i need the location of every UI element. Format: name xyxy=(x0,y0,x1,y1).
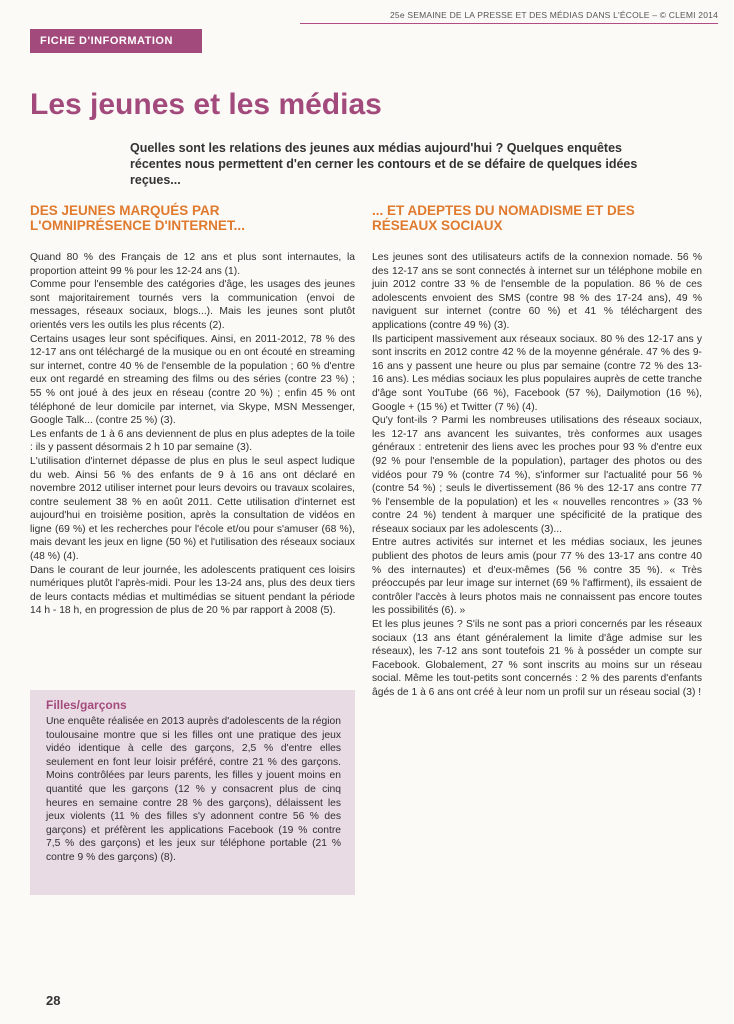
left-paragraph: Comme pour l'ensemble des catégories d'âge, les usages des jeunes sont majoritairement tournés vers la communication (envoi de messages, réseaux sociaux, blogs...). Mais les jeunes sont plutôt orientés vers les outils les plus récents (2). xyxy=(30,279,355,331)
right-paragraph: Entre autres activités sur internet et les médias sociaux, les jeunes publient des photos de leurs amis (pour 77 % des 13-17 ans contre 40 % des internautes) et d'eux-mêmes (56 % contre 35 %). « Très préoccupés par leur image sur internet (69 % l'affirment), ils essaient de contrôler l'accès à leurs photos mais ne connaissent pas encore toutes les possibilités (6). » xyxy=(372,537,702,617)
left-paragraph: L'utilisation d'internet dépasse de plus en plus le seul aspect ludique du web. Ainsi 56 % des enfants de 9 à 16 ans ont déclaré en novembre 2012 utiliser internet pour leurs devoirs ou travaux scolaires, contre seulement 38 % en août 2011. Cette utilisation d'internet est aujourd'hui en troisième position, après la consultation de vidéos en ligne (69 %) et les recherches pour l'école et/ou pour s'amuser (68 %), mais devant les jeux en ligne (50 %) et l'utilisation des réseaux sociaux (48 %) (4). xyxy=(30,455,355,563)
intro-text: Quelles sont les relations des jeunes aux médias aujourd'hui ? Quelques enquêtes récentes nous permettent d'en cerner les contours et de se défaire de quelques idées reçues... xyxy=(130,141,638,187)
left-paragraph: Quand 80 % des Français de 12 ans et plus sont internautes, la proportion atteint 99 % pour les 12-24 ans (1). xyxy=(30,252,355,277)
right-column-heading: ... ET ADEPTES DU NOMADISME ET DES RÉSEAUX SOCIAUX xyxy=(372,203,635,233)
left-paragraph: Certains usages leur sont spécifiques. Ainsi, en 2011-2012, 78 % des 12-17 ans ont téléchargé de la musique ou en ont écouté en streaming sur internet, contre 40 % de l'ensemble de la population ; 60 % d'entre eux ont regardé en streaming des films ou des séries (contre 23 %) ; 55 % ont joué à des jeux en réseau (contre 20 %) ; enfin 45 % ont téléphoné de leur domicile par internet, via Skype, MSN Messenger, Google Talk... (contre 25 %) (3). xyxy=(30,333,355,427)
running-head: 25e SEMAINE DE LA PRESSE ET DES MÉDIAS DANS L'ÉCOLE – © CLEMI 2014 xyxy=(300,10,718,24)
right-paragraph: Qu'y font-ils ? Parmi les nombreuses utilisations des réseaux sociaux, les 12-17 ans avancent les suivantes, très conformes aux usages généraux : entretenir des liens avec les proches pour 93 % d'entre eux (92 % pour l'ensemble de la population), partager des photos ou des vidéos pour 79 % (contre 74 %), s'informer sur l'actualité pour 56 % (contre 54 %) ; seuls le divertissement (86 % des 12-17 ans contre 77 % l'ensemble de la population) et les « nouvelles rencontres » (33 % contre 24 %) tendent à marquer une spécificité de la pratique des réseaux sociaux par les adolescents (3)... xyxy=(372,415,702,535)
left-paragraph: Les enfants de 1 à 6 ans deviennent de plus en plus adeptes de la toile : ils y passent désormais 2 h 10 par semaine (3). xyxy=(30,428,355,454)
box-text: Une enquête réalisée en 2013 auprès d'adolescents de la région toulousaine montre que si les filles ont une pratique des jeux vidéo identique à celle des garçons, 2,5 % d'entre elles seulement en font leur loisir préféré, contre 21 % des garçons. Moins contrôlées par leurs parents, les filles y jouent moins en quantité que les garçons (12 % y consacrent plus de cinq heures en semaine contre 28 % des garçons), délaissent les jeux violents (11 % des filles s'y adonnent contre 56 % des garçons) et préfèrent les applications Facebook (19 % contre 7,5 % des garçons) et les jeux sur téléphone portable (21 % contre 9 % des garçons) (8). xyxy=(46,716,341,863)
box-title: Filles/garçons xyxy=(46,698,127,712)
right-paragraph: Et les plus jeunes ? S'ils ne sont pas a priori concernés par les réseaux sociaux (13 ans étant généralement la limite d'âge admise sur les réseaux), les 7-12 ans sont toutefois 21 % à posséder un compte sur Facebook. Globalement, 27 % sont inscrits au moins sur un réseau social. Même les tout-petits sont concernés : 2 % des parents d'enfants âgés de 1 à 6 ans ont créé à leur nom un profil sur un réseau social (3) ! xyxy=(372,619,702,698)
left-column-heading: DES JEUNES MARQUÉS PAR L'OMNIPRÉSENCE D'INTERNET... xyxy=(30,203,245,233)
right-paragraph: Les jeunes sont des utilisateurs actifs de la connexion nomade. 56 % des 12-17 ans se sont connectés à internet sur un téléphone mobile en juin 2012 contre 33 % de l'ensemble de la population. 86 % de ces adolescents envoient des SMS (contre 98 % des 17-24 ans), 49 % naviguent sur internet (contre 60 %) et 41 % téléchargent des applications (contre 49 %) (3). xyxy=(372,252,702,331)
right-column xyxy=(372,251,702,700)
page-number: 28 xyxy=(46,993,61,1008)
right-paragraph: Ils participent massivement aux réseaux sociaux. 80 % des 12-17 ans y sont inscrits en 2012 contre 42 % de la moyenne générale. 47 % des 9-16 ans y passent une heure ou plus par semaine (contre 72 % des 13-16 ans). Les médias sociaux les plus populaires auprès de cette tranche d'âge sont YouTube (66 %), Facebook (57 %), Dailymotion (16 %), Google + (15 %) et Twitter (7 %) (4). xyxy=(372,333,702,413)
sidebar-box-filles-garcons xyxy=(30,690,355,895)
section-tag: FICHE D'INFORMATION xyxy=(30,29,202,53)
left-paragraph: Dans le courant de leur journée, les adolescents pratiquent ces loisirs numériques plutôt l'après-midi. Pour les 13-24 ans, plus des deux tiers de leurs contacts médias et multimédias se situent pendant la période 14 h - 18 h, en progression de plus de 20 % par rapport à 2008 (5). xyxy=(30,564,355,617)
page-title: Les jeunes et les médias xyxy=(30,88,382,121)
left-column xyxy=(30,251,355,618)
